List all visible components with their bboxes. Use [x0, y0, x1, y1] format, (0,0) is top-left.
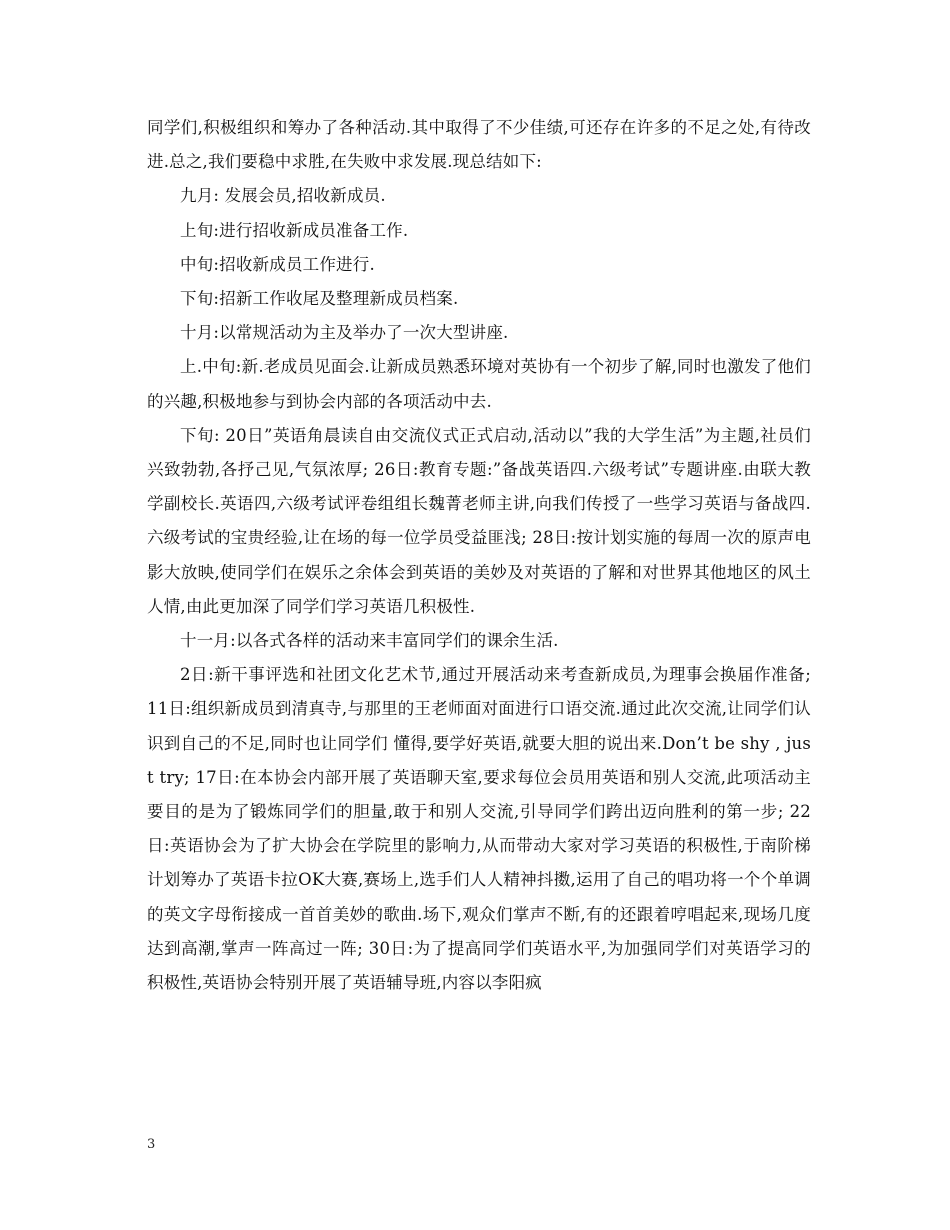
paragraph-november-details: 2日:新干事评选和社团文化艺术节,通过开展活动来考查新成员,为理事会换届作准备; 11日:组织新成员到清真寺,与那里的王老师面对面进行口语交流.通过此次交流,让同学们认识到自己的不足,同时也让同学们 懂得,要学好英语,就要大胆的说出来.Don’t be shy , just try; 17日:在本协会内部开展了英语聊天室,要求每位会员用英语和别人交流,此项活动主要目的是为了锻炼同学们的胆量,敢于和别人交流,引导同学们跨出迈向胜利的第一步; 22日:英语协会为了扩大协会在学院里的影响力,从而带动大家对学习英语的积极性,于南阶梯计划筹办了英语卡拉OK大赛,赛场上,选手们人人精神抖擞,运用了自己的唱功将一个个单调的英文字母衔接成一首首美妙的歌曲.场下,观众们掌声不断,有的还跟着哼唱起来,现场几度达到高潮,掌声一阵高过一阵; 30日:为了提高同学们英语水平,为加强同学们对英语学习的积极性,英语协会特别开展了英语辅导班,内容以李阳疯	[147, 665, 811, 993]
paragraph-november: 十一月:以各式各样的活动来丰富同学们的课余生活.	[180, 631, 559, 651]
paragraph-september-mid: 中旬:招收新成员工作进行.	[180, 254, 375, 274]
paragraph-october: 十月:以常规活动为主及举办了一次大型讲座.	[180, 323, 509, 343]
paragraph-september-late: 下旬:招新工作收尾及整理新成员档案.	[180, 289, 459, 309]
paragraph-october-late: 下旬: 20日”英语角晨读自由交流仪式正式启动,活动以”我的大学生活”为主题,社员们兴致勃勃,各抒己见,气氛浓厚; 26日:教育专题:”备战英语四.六级考试”专题讲座.由联大教学副校长.英语四,六级考试评卷组组长魏菁老师主讲,向我们传授了一些学习英语与备战四.六级考试的宝贵经验,让在场的每一位学员受益匪浅; 28日:按计划实施的每周一次的原声电影大放映,使同学们在娱乐之余体会到英语的美妙及对英语的了解和对世界其他地区的风土人情,由此更加深了同学们学习英语几积极性.	[147, 425, 811, 616]
document-body	[147, 111, 811, 1000]
paragraph-september-early: 上旬:进行招收新成员准备工作.	[180, 220, 409, 240]
paragraph-intro: 同学们,积极组织和筹办了各种活动.其中取得了不少佳绩,可还存在许多的不足之处,有待改进.总之,我们要稳中求胜,在失败中求发展.现总结如下:	[147, 118, 811, 172]
paragraph-september: 九月: 发展会员,招收新成员.	[180, 186, 386, 206]
paragraph-october-early-mid: 上.中旬:新.老成员见面会.让新成员熟悉环境对英协有一个初步了解,同时也激发了他们的兴趣,积极地参与到协会内部的各项活动中去.	[147, 357, 811, 411]
page-number: 3	[147, 1137, 156, 1152]
